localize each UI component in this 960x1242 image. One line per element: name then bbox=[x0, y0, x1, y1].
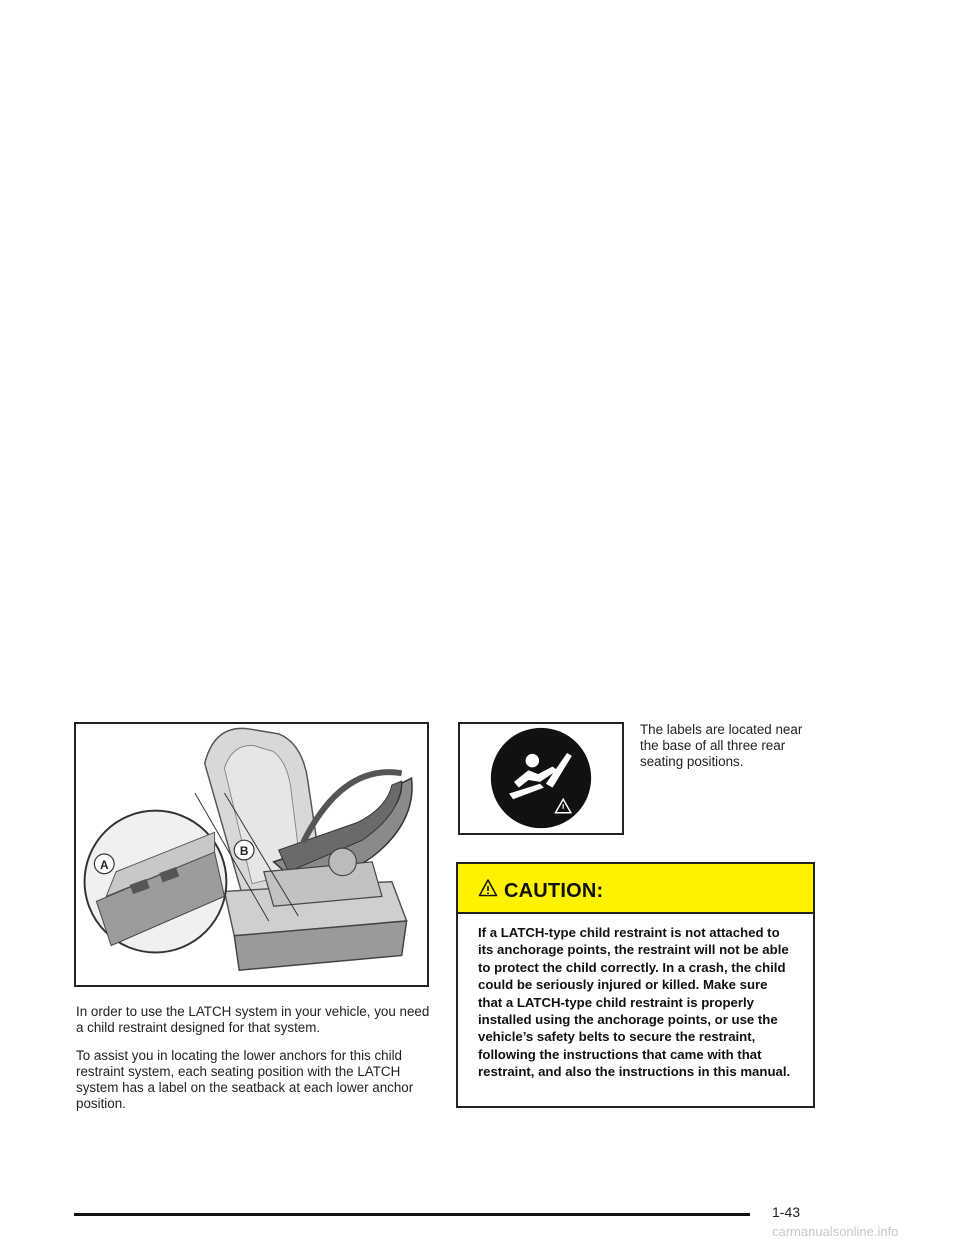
watermark: carmanualsonline.info bbox=[772, 1224, 899, 1239]
caution-header bbox=[458, 864, 813, 914]
labels-location-text: The labels are located near the base of all three rear seating positions. bbox=[640, 722, 803, 769]
page-number: 1-43 bbox=[772, 1204, 801, 1220]
latch-seat-drawing bbox=[76, 724, 427, 985]
body-paragraph-2 bbox=[76, 1048, 436, 1112]
latch-symbol-image bbox=[458, 722, 624, 835]
callout-label-a: A bbox=[99, 857, 109, 872]
callout-label-b: B bbox=[239, 843, 249, 858]
body-paragraph-1 bbox=[76, 1004, 436, 1036]
caution-title: CAUTION: bbox=[504, 879, 604, 902]
anchor-label-text: To assist you in locating the lower anchors for this child restraint system, each seating position with the LATCH system has a label on the seatback at each lower anchor position. bbox=[76, 1048, 414, 1111]
latch-requirement-text: In order to use the LATCH system in your vehicle, you need a child restraint designed for that system. bbox=[76, 1004, 430, 1035]
child-seat-symbol-icon bbox=[460, 724, 622, 833]
warning-triangle-icon bbox=[478, 878, 498, 898]
latch-illustration bbox=[74, 722, 429, 987]
footer-rule bbox=[74, 1213, 750, 1216]
caution-box bbox=[456, 862, 815, 1108]
caution-text: If a LATCH-type child restraint is not attached to its anchorage points, the restraint will not be able to protect the child correctly. In a crash, the child could be seriously injured or killed. Make sure that a LATCH-type child restraint is properly installed using the anchorage points, or use the vehicle’s safety belts to secure the restraint, following the instructions that came with that restraint, and also the instructions in this manual. bbox=[478, 925, 791, 1080]
